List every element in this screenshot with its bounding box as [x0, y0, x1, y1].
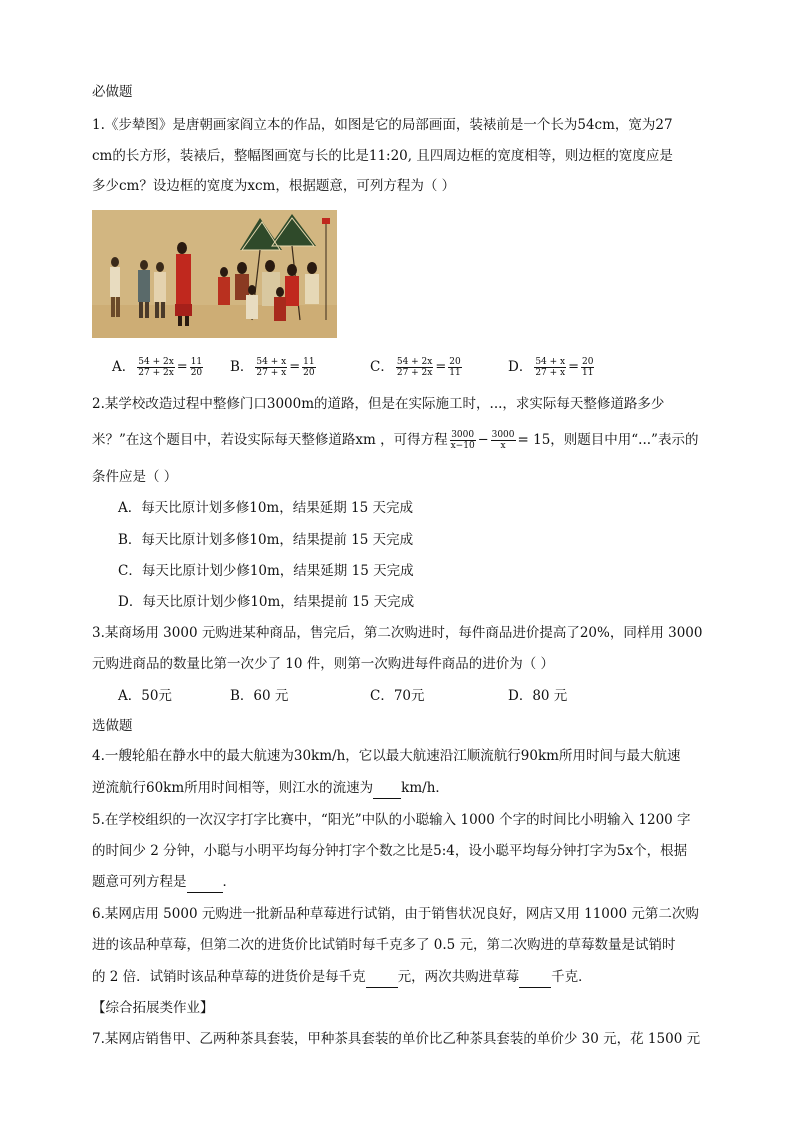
q1-line-1: 1.《步辇图》是唐朝画家阎立本的作品，如图是它的局部画面，装裱前是一个长为54cm，宽为27: [92, 117, 673, 133]
q2-line-3: 条件应是（ ）: [92, 469, 178, 485]
painting-image: [92, 210, 337, 338]
answer-blank[interactable]: [373, 778, 401, 799]
q3-option-d: D．80 元: [508, 688, 568, 704]
answer-blank[interactable]: [366, 967, 398, 988]
q1-option-c: C． $\frac{54 + 2x}{27 + 2x}$ = $\frac{20}{11}$: [370, 357, 461, 378]
answer-blank[interactable]: [519, 967, 551, 988]
q6-line-3: 的 2 倍．试销时该品种草莓的进货价是每千克 元，两次共购进草莓 千克．: [92, 967, 592, 988]
q4-line-2: 逆流航行60km所用时间相等，则江水的流速为 km/h．: [92, 778, 449, 799]
q2-line-2: 米？”在这个题目中，若设实际每天整修道路xm ，可得方程 $\frac{3000}{x-10}$ − $\frac{3000}{x}$ = 15，则题目中用“...”表示的: [92, 430, 699, 451]
q3-line-2: 元购进商品的数量比第一次少了 10 件，则第一次购进每件商品的进价为（ ）: [92, 656, 555, 672]
q2-option-a: A．每天比原计划多修10m，结果延期 15 天完成: [118, 500, 413, 516]
q2-option-d: D．每天比原计划少修10m，结果提前 15 天完成: [118, 594, 415, 610]
section-title-extension: 【综合拓展类作业】: [92, 1000, 214, 1016]
q2-option-c: C．每天比原计划少修10m，结果延期 15 天完成: [118, 563, 414, 579]
q3-line-1: 3.某商场用 3000 元购进某种商品，售完后，第二次购进时，每件商品进价提高了20%，同样用 3000: [92, 625, 703, 641]
q6-line-2: 进的该品种草莓，但第二次的进货价比试销时每千克多了 0.5 元，第二次购进的草莓数量是试销时: [92, 937, 676, 953]
q1-option-a: A． $\frac{54 + 2x}{27 + 2x}$ = $\frac{11}{20}$: [112, 357, 203, 378]
q3-option-b: B．60 元: [230, 688, 289, 704]
q3-option-a: A．50元: [118, 688, 172, 704]
q7-line-1: 7.某网店销售甲、乙两种茶具套装，甲种茶具套装的单价比乙种茶具套装的单价少 30 元，花 1500 元: [92, 1031, 701, 1047]
q1-option-b: B． $\frac{54 + x}{27 + x}$ = $\frac{11}{20}$: [230, 357, 315, 378]
q2-option-b: B．每天比原计划多修10m，结果提前 15 天完成: [118, 532, 414, 548]
section-title-required: 必做题: [92, 84, 133, 100]
answer-blank[interactable]: [187, 872, 223, 893]
q1-line-2: cm的长方形，装裱后，整幅图画宽与长的比是11:20, 且四周边框的宽度相等，则边框的宽度应是: [92, 148, 673, 164]
q5-line-2: 的时间少 2 分钟，小聪与小明平均每分钟打字个数之比是5:4，设小聪平均每分钟打字为5x个，根据: [92, 843, 688, 859]
q3-option-c: C．70元: [370, 688, 425, 704]
q1-line-3: 多少cm？设边框的宽度为xcm，根据题意，可列方程为（ ）: [92, 178, 456, 194]
q1-option-d: D． $\frac{54 + x}{27 + x}$ = $\frac{20}{11}$: [508, 357, 594, 378]
q6-line-1: 6.某网店用 5000 元购进一批新品种草莓进行试销，由于销售状况良好，网店又用 11000 元第二次购: [92, 906, 699, 922]
q2-line-1: 2.某学校改造过程中整修门口3000m的道路，但是在实际施工时，...，求实际每天整修道路多少: [92, 396, 665, 412]
q5-line-3: 题意可列方程是 ．: [92, 872, 236, 893]
section-title-optional: 选做题: [92, 718, 133, 734]
q4-line-1: 4.一艘轮船在静水中的最大航速为30km/h，它以最大航速沿江顺流航行90km所用时间与最大航速: [92, 748, 681, 764]
q5-line-1: 5.在学校组织的一次汉字打字比赛中，“阳光”中队的小聪输入 1000 个字的时间比小明输入 1200 字: [92, 812, 691, 828]
